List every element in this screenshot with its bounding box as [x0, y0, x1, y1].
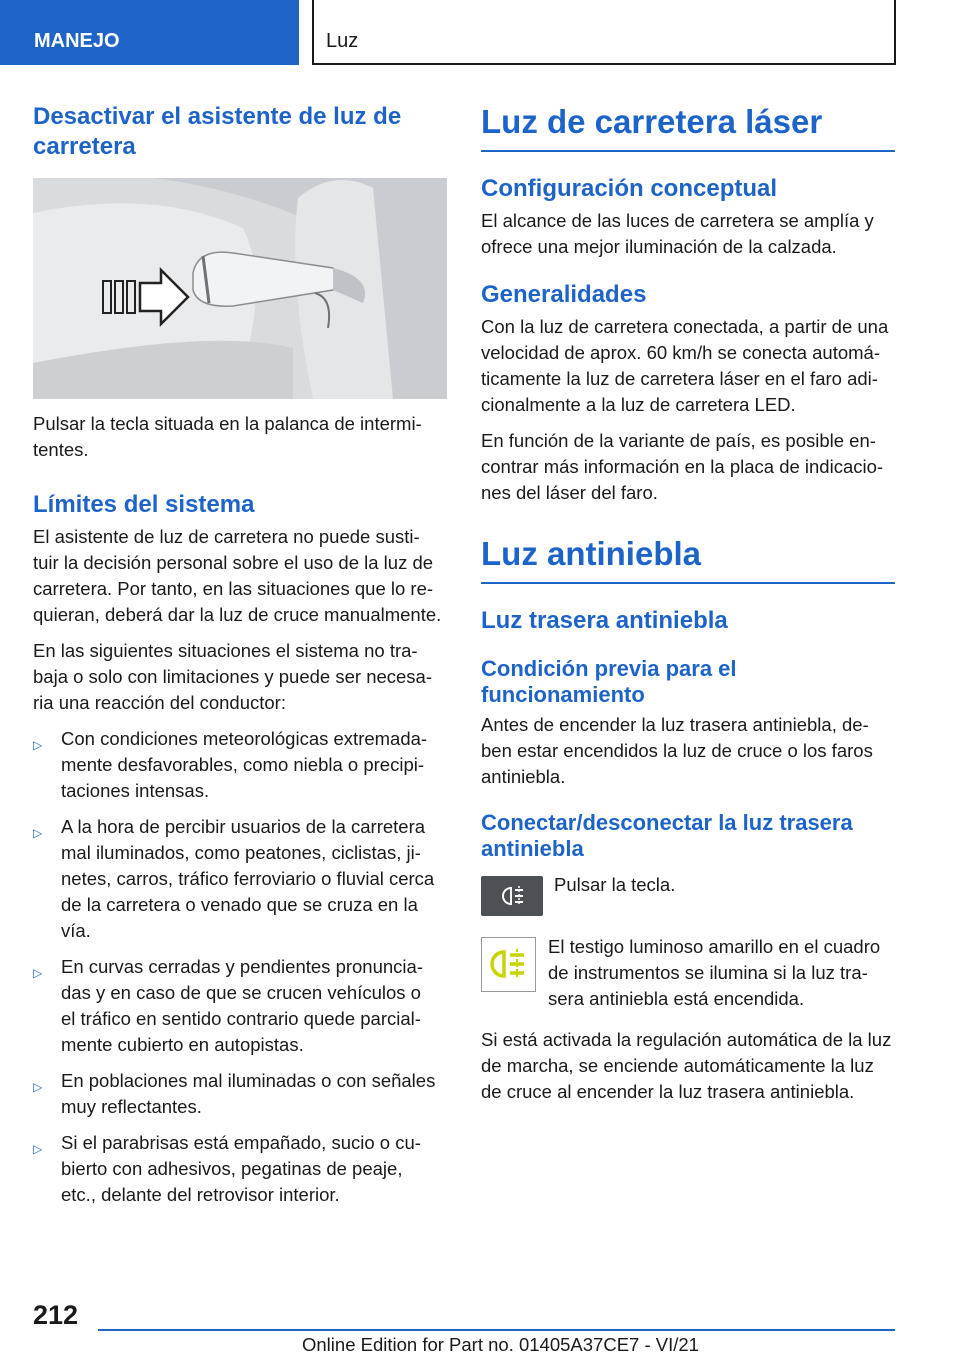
left-column	[33, 102, 447, 1208]
turn-signal-stalk-illustration	[33, 178, 447, 399]
text-line: de marcha, se enciende automáticamente la luz	[481, 1055, 874, 1076]
text-line: ticamente la luz de carretera láser en el faro adi-	[481, 368, 878, 389]
heading-fog: Luz antiniebla	[481, 534, 895, 584]
heading-toggle	[481, 810, 895, 862]
list-item	[33, 726, 447, 804]
list-item-line: mal iluminados, como peatones, ciclistas, ji-	[61, 842, 421, 863]
footer-rule	[98, 1329, 895, 1331]
bullet-triangle-icon: ▷	[33, 826, 43, 840]
caption-line: tentes.	[33, 439, 89, 460]
indicator-row	[481, 934, 895, 1019]
text-line: El asistente de luz de carretera no puede susti-	[33, 526, 420, 547]
heading-rear-fog: Luz trasera antiniebla	[481, 607, 728, 634]
text-line: de cruce al encender la luz trasera antiniebla.	[481, 1081, 855, 1102]
list-item-line: das y en caso de que se crucen vehículos o	[61, 982, 421, 1003]
heading-general: Generalidades	[481, 281, 647, 308]
heading-concept: Configuración conceptual	[481, 175, 778, 202]
text-line: ria una reacción del conductor:	[33, 692, 286, 713]
topic-header	[312, 0, 896, 65]
list-item-line: Si el parabrisas está empañado, sucio o cu-	[61, 1132, 421, 1153]
text-line: En función de la variante de país, es posible en-	[481, 430, 876, 451]
text-line: cionalmente a la luz de carretera LED.	[481, 394, 796, 415]
list-item-line: bierto con adhesivos, pegatinas de peaje,	[61, 1158, 403, 1179]
general-paragraph-1	[481, 314, 895, 418]
text-line: Si está activada la regulación automática de la luz	[481, 1029, 892, 1050]
heading-line: funcionamiento	[481, 682, 645, 707]
text-line: tuir la decisión personal sobre el uso de la luz de	[33, 552, 434, 573]
topic-title: Luz	[326, 30, 359, 52]
heading-precondition	[481, 656, 895, 708]
list-item-line: el tráfico en sentido contrario quede parcial-	[61, 1008, 421, 1029]
heading-line: antiniebla	[481, 836, 584, 861]
page-number: 212	[33, 1300, 79, 1330]
list-item-line: En curvas cerradas y pendientes pronuncia-	[61, 956, 423, 977]
list-item-line: Con condiciones meteorológicas extremada-	[61, 728, 428, 749]
limitations-list	[33, 726, 447, 1208]
footer-edition: Online Edition for Part no. 01405A37CE7 - VI/21	[302, 1334, 699, 1355]
rear-fog-indicator-icon	[481, 937, 536, 992]
general-paragraph-2	[481, 428, 895, 506]
text-line: contrar más información en la placa de indicacio-	[481, 456, 884, 477]
list-item	[33, 814, 447, 944]
list-item-line: A la hora de percibir usuarios de la carretera	[61, 816, 426, 837]
list-item	[33, 954, 447, 1058]
list-item-line: vía.	[61, 920, 91, 941]
text-line: Antes de encender la luz trasera antiniebla, de-	[481, 714, 869, 735]
text-line: El testigo luminoso amarillo en el cuadro	[548, 936, 881, 957]
press-key-row	[481, 876, 895, 930]
heading-limits: Límites del sistema	[33, 491, 255, 518]
yellow-rear-fog-lamp-icon	[482, 938, 535, 991]
photo-caption	[33, 411, 447, 463]
text-line: de instrumentos se ilumina si la luz tra-	[548, 962, 868, 983]
text-line: ofrece una mejor iluminación de la calzada.	[481, 236, 837, 257]
section-tab: MANEJO	[0, 0, 299, 65]
list-item-line: etc., delante del retrovisor interior.	[61, 1184, 340, 1205]
text-line: ben estar encendidos la luz de cruce o los faros	[481, 740, 873, 761]
bullet-triangle-icon: ▷	[33, 738, 43, 752]
text-line: El alcance de las luces de carretera se amplía y	[481, 210, 874, 231]
text-line: baja o solo con limitaciones y puede ser necesa-	[33, 666, 433, 687]
limits-paragraph-1	[33, 524, 447, 628]
list-item-line: mente desfavorables, como niebla o precipi-	[61, 754, 424, 775]
list-item-line: mente cubierto en autopistas.	[61, 1034, 304, 1055]
precondition-paragraph	[481, 712, 895, 790]
bullet-triangle-icon: ▷	[33, 1080, 43, 1094]
indicator-text	[548, 934, 880, 1012]
list-item-line: muy reflectantes.	[61, 1096, 202, 1117]
text-line: carretera. Por tanto, en las situaciones que lo re-	[33, 578, 434, 599]
list-item-line: de la carretera o venado que se cruza en la	[61, 894, 418, 915]
list-item	[33, 1068, 447, 1120]
rear-fog-symbol-icon	[481, 876, 543, 916]
heading-line: Condición previa para el	[481, 656, 737, 681]
text-line: nes del láser del faro.	[481, 482, 658, 503]
text-line: Con la luz de carretera conectada, a partir de una	[481, 316, 889, 337]
list-item-line: netes, carros, tráfico ferroviario o fluvial cerca	[61, 868, 435, 889]
heading-laser: Luz de carretera láser	[481, 102, 895, 152]
list-item-line: taciones intensas.	[61, 780, 210, 801]
limits-paragraph-2	[33, 638, 447, 716]
text-line: quieran, deberá dar la luz de cruce manualmente.	[33, 604, 442, 625]
text-line: antiniebla.	[481, 766, 566, 787]
final-paragraph	[481, 1027, 895, 1105]
heading-deactivate: Desactivar el asistente de luz de carretera	[33, 103, 402, 160]
list-item-line: En poblaciones mal iluminadas o con señales	[61, 1070, 436, 1091]
bullet-triangle-icon: ▷	[33, 966, 43, 980]
rear-fog-button-icon	[481, 876, 543, 916]
caption-line: Pulsar la tecla situada en la palanca de intermi-	[33, 413, 422, 434]
bullet-triangle-icon: ▷	[33, 1142, 43, 1156]
concept-paragraph	[481, 208, 895, 260]
text-line: En las siguientes situaciones el sistema no tra-	[33, 640, 418, 661]
press-key-text: Pulsar la tecla.	[554, 874, 676, 895]
text-line: sera antiniebla está encendida.	[548, 988, 805, 1009]
stalk-photo	[33, 178, 447, 399]
list-item	[33, 1130, 447, 1208]
heading-line: Conectar/desconectar la luz trasera	[481, 810, 853, 835]
text-line: velocidad de aprox. 60 km/h se conecta automá-	[481, 342, 881, 363]
right-column	[481, 102, 895, 1105]
